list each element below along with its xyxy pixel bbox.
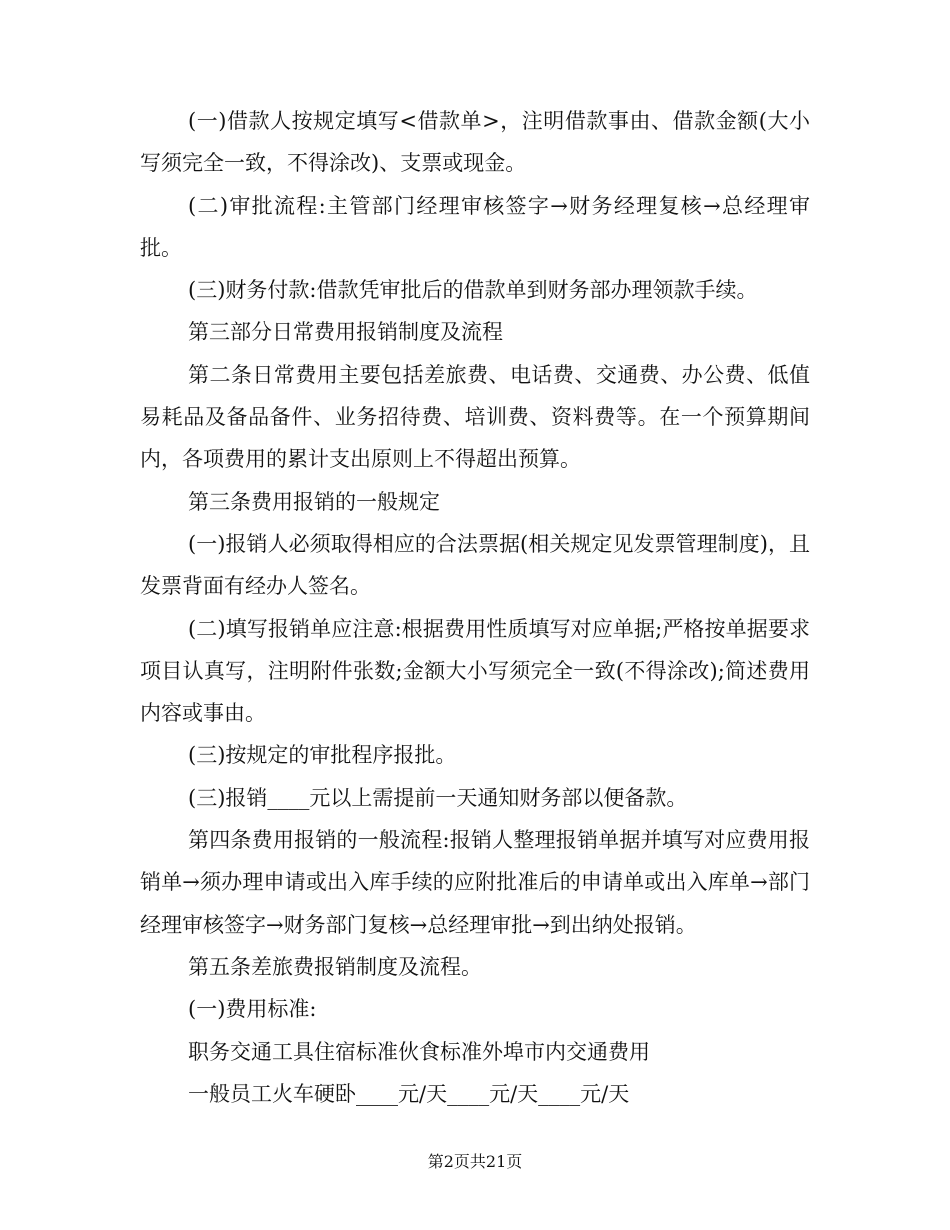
paragraph-finance-payment: (三)财务付款:借款凭审批后的借款单到财务部办理领款手续。 [188,278,758,303]
paragraph-approval-procedure: (三)按规定的审批程序报批。 [188,743,457,768]
table-row-general-staff: 一般员工火车硬卧____元/天____元/天____元/天 [188,1081,630,1106]
paragraph-form-rule: (二)填写报销单应注意:根据费用性质填写对应单据;严格按单据要求项目认真写，注明附件张数;金额大小写须完全一致(不得涂改);简述费用内容或事由。 [140,616,810,726]
paragraph-invoice-rule: (一)报销人必须取得相应的合法票据(相关规定见发票管理制度)，且发票背面有经办人签名。 [140,531,810,599]
paragraph-advance-notice: (三)报销____元以上需提前一天通知财务部以便备款。 [188,785,688,810]
paragraph-loan-application: (一)借款人按规定填写<借款单>，注明借款事由、借款金额(大小写须完全一致，不得涂改)、支票或现金。 [140,109,810,176]
article-heading-five: 第五条差旅费报销制度及流程。 [188,954,482,979]
paragraph-article-four: 第四条费用报销的一般流程:报销人整理报销单据并填写对应费用报销单→须办理申请或出入库手续的应附批准后的申请单或出入库单→部门经理审核签字→财务部门复核→总经理审批→到出纳处报销。 [140,828,810,937]
page-number: 第2页共21页 [427,1152,523,1171]
section-heading-part-three: 第三部分日常费用报销制度及流程 [188,320,503,345]
paragraph-article-two: 第二条日常费用主要包括差旅费、电话费、交通费、办公费、低值易耗品及备品备件、业务招待费、培训费、资料费等。在一个预算期间内，各项费用的累计支出原则上不得超出预算。 [140,362,810,472]
document-body [140,100,810,1115]
table-header-line: 职务交通工具住宿标准伙食标准外埠市内交通费用 [188,1039,650,1064]
paragraph-expense-standard: (一)费用标准: [188,997,317,1022]
article-heading-three: 第三条费用报销的一般规定 [188,489,440,514]
paragraph-approval-flow: (二)审批流程:主管部门经理审核签字→财务经理复核→总经理审批。 [140,193,810,260]
